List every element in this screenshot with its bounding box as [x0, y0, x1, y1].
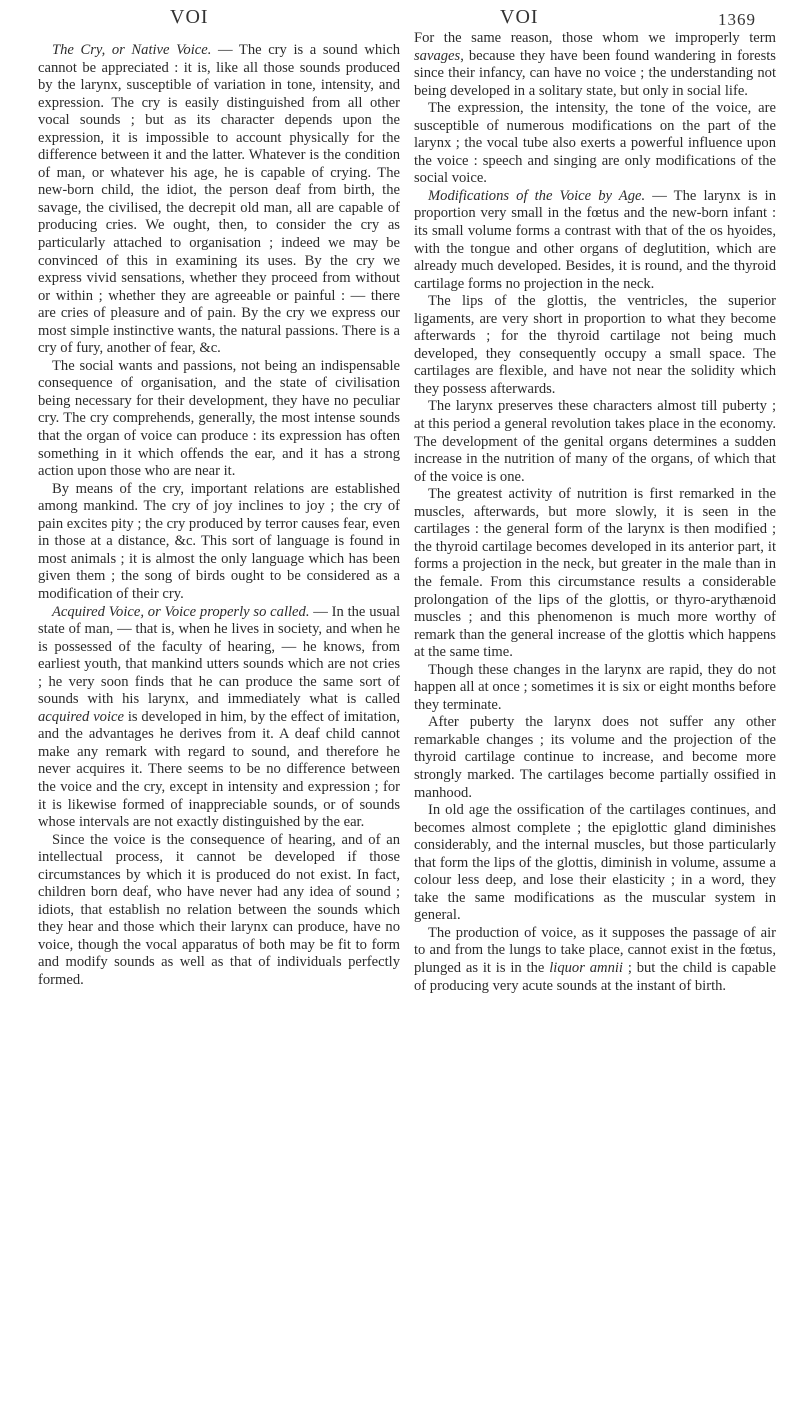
paragraph-text: For the same reason, those whom we improperly term	[414, 30, 776, 46]
paragraph: By means of the cry, important relations are established among mankind. The cry of joy inclines to joy ; the cry of pain excites pity ; the cry produced by terror causes fear, even in those at a distance, &c. This sort of language is found in most animals ; it is almost the only language which has been given them ; the song of birds ought to be considered as a modification of their cry.	[38, 480, 400, 602]
paragraph: Though these changes in the larynx are rapid, they do not happen all at once ; sometimes it is six or eight months before they terminate.	[414, 661, 776, 713]
paragraph-text: , because they have been found wandering in forests since their infancy, can have no voice ; the understanding not being developed in a solitary state, but only in social life.	[414, 47, 776, 99]
page-number: 1369	[718, 10, 756, 29]
paragraph: The greatest activity of nutrition is first remarked in the muscles, afterwards, but more slowly, it is seen in the cartilages : the general form of the larynx is then modified ; the thyroid cartilage becomes developed in its anterior part, it forms a projection in the neck, but greater in the male than in the female. From this circumstance results a considerable prolongation of the lips of the glottis, or thyro-arythænoid muscles ; and this phenomenon is much more worthy of remark than the general increase of the glottis which happens at the same time.	[414, 486, 776, 661]
paragraph-text: ; but the child is capable of producing very acute sounds at the instant of birth.	[414, 959, 776, 994]
paragraph: In old age the ossification of the cartilages continues, and becomes almost complete ; the epiglottic gland diminishes considerably, and the internal muscles, but those particularly that form the lips of the glottis, diminish in volume, assume a colour less deep, and lose their elasticity ; in a word, they take the same modifications as the muscular system in general.	[414, 802, 776, 924]
paragraph-text: is developed in him, by the effect of imitation, and the advantages he derives from it. A deaf child cannot make any remark with regard to sound, and therefore he never acquires it. There seems to be no difference between the voice and the cry, except in intensity and expression ; for it is likewise formed of inappreciable sounds, or of sounds whose intervals are not exactly distinguished by the ear.	[38, 708, 400, 831]
paragraph: Since the voice is the consequence of hearing, and of an intellectual process, it cannot be developed if those circumstances by which it is produced do not exist. In fact, children born deaf, who have never had any idea of sound ; idiots, that establish no relation between the sounds which they hear and those which their larynx can produce, have no voice, though the vocal apparatus of both may be fit to form and modify sounds as well as that of individuals perfectly formed.	[38, 831, 400, 988]
left-column	[38, 42, 400, 990]
emphasis: savages	[414, 47, 461, 64]
paragraph-text: The production of voice, as it supposes the passage of air to and from the lungs to take place, cannot exist in the fœtus, plunged as it is in the	[414, 924, 776, 976]
section-title-acquired-voice: Acquired Voice, or Voice properly so called.	[52, 603, 310, 620]
emphasis: liquor amnii	[549, 959, 623, 976]
running-head-right: VOI	[500, 6, 539, 28]
right-column	[414, 30, 776, 995]
paragraph-text: — The cry is a sound which cannot be appreciated : it is, like all those sounds produced by the larynx, susceptible of variation in tone, intensity, and expression. The cry is easily distinguished from all other vocal sounds ; but as its character depends upon the expression, it is impossible to account physically for the difference between it and the latter. Whatever is the condition of man, or whatever his age, he is capable of crying. The new-born child, the idiot, the person deaf from birth, the savage, the civilised, the decrepit old man, all are capable of producing cries. We ought, then, to consider the cry as particularly attached to organisation ; indeed we may be convinced of this in examining its uses. By the cry we express vivid sensations, whether they proceed from without or within ; whether they are agreeable or painful : — there are cries of pleasure and of pain. By the cry we express our most simple instinctive wants, the natural passions. There is a cry of fury, another of fear, &c.	[38, 42, 401, 357]
paragraph-acquired-voice	[38, 604, 400, 832]
paragraph-text: — In the usual state of man, — that is, when he lives in society, and when he is possessed of the faculty of hearing, — he knows, from earliest youth, that mankind utters sounds which are not cries ; he very soon finds that he can produce the same sort of sounds with his larynx, and immediately what is called	[38, 603, 401, 708]
paragraph-continued	[414, 30, 776, 100]
paragraph-cry	[38, 42, 400, 358]
paragraph: After puberty the larynx does not suffer any other remarkable changes ; its volume and the projection of the thyroid cartilage continue to increase, and become more strongly marked. The cartilages become partially ossified in manhood.	[414, 714, 776, 801]
paragraph: The lips of the glottis, the ventricles, the superior ligaments, are very short in proportion to what they become afterwards ; for the thyroid cartilage not being much developed, they consequently occupy a small space. The cartilages are flexible, and have not near the solidity which they possess afterwards.	[414, 293, 776, 397]
running-head-left: VOI	[170, 6, 209, 28]
paragraph-text: — The larynx is in proportion very small in the fœtus and the new-born infant : its small volume forms a contrast with that of the os hyoides, with the tongue and other organs of deglutition, which are already much developed. Besides, it is round, and the thyroid cartilage forms no projection in the neck.	[414, 187, 776, 292]
section-title-cry: The Cry, or Native Voice.	[52, 42, 212, 58]
paragraph: The social wants and passions, not being an indispensable consequence of organisation, and the state of civilisation being necessary for their development, they have no peculiar cry. The cry comprehends, generally, the most intense sounds that the organ of voice can produce : its expression has often something in it which offends the ear, and it has a strong action upon those who are near it.	[38, 357, 400, 480]
paragraph: The larynx preserves these characters almost till puberty ; at this period a general revolution takes place in the economy. The development of the genital organs determines a sudden increase in the nutrition of many of the organs, of which that of the voice is one.	[414, 398, 776, 485]
emphasis: acquired voice	[38, 708, 124, 725]
paragraph	[414, 925, 776, 995]
section-title-age: Modifications of the Voice by Age.	[428, 187, 646, 204]
paragraph: The expression, the intensity, the tone of the voice, are susceptible of numerous modifications on the part of the larynx ; the vocal tube also exerts a powerful influence upon the voice : speech and singing are only modifications of the social voice.	[414, 100, 776, 187]
paragraph-age	[414, 188, 776, 293]
